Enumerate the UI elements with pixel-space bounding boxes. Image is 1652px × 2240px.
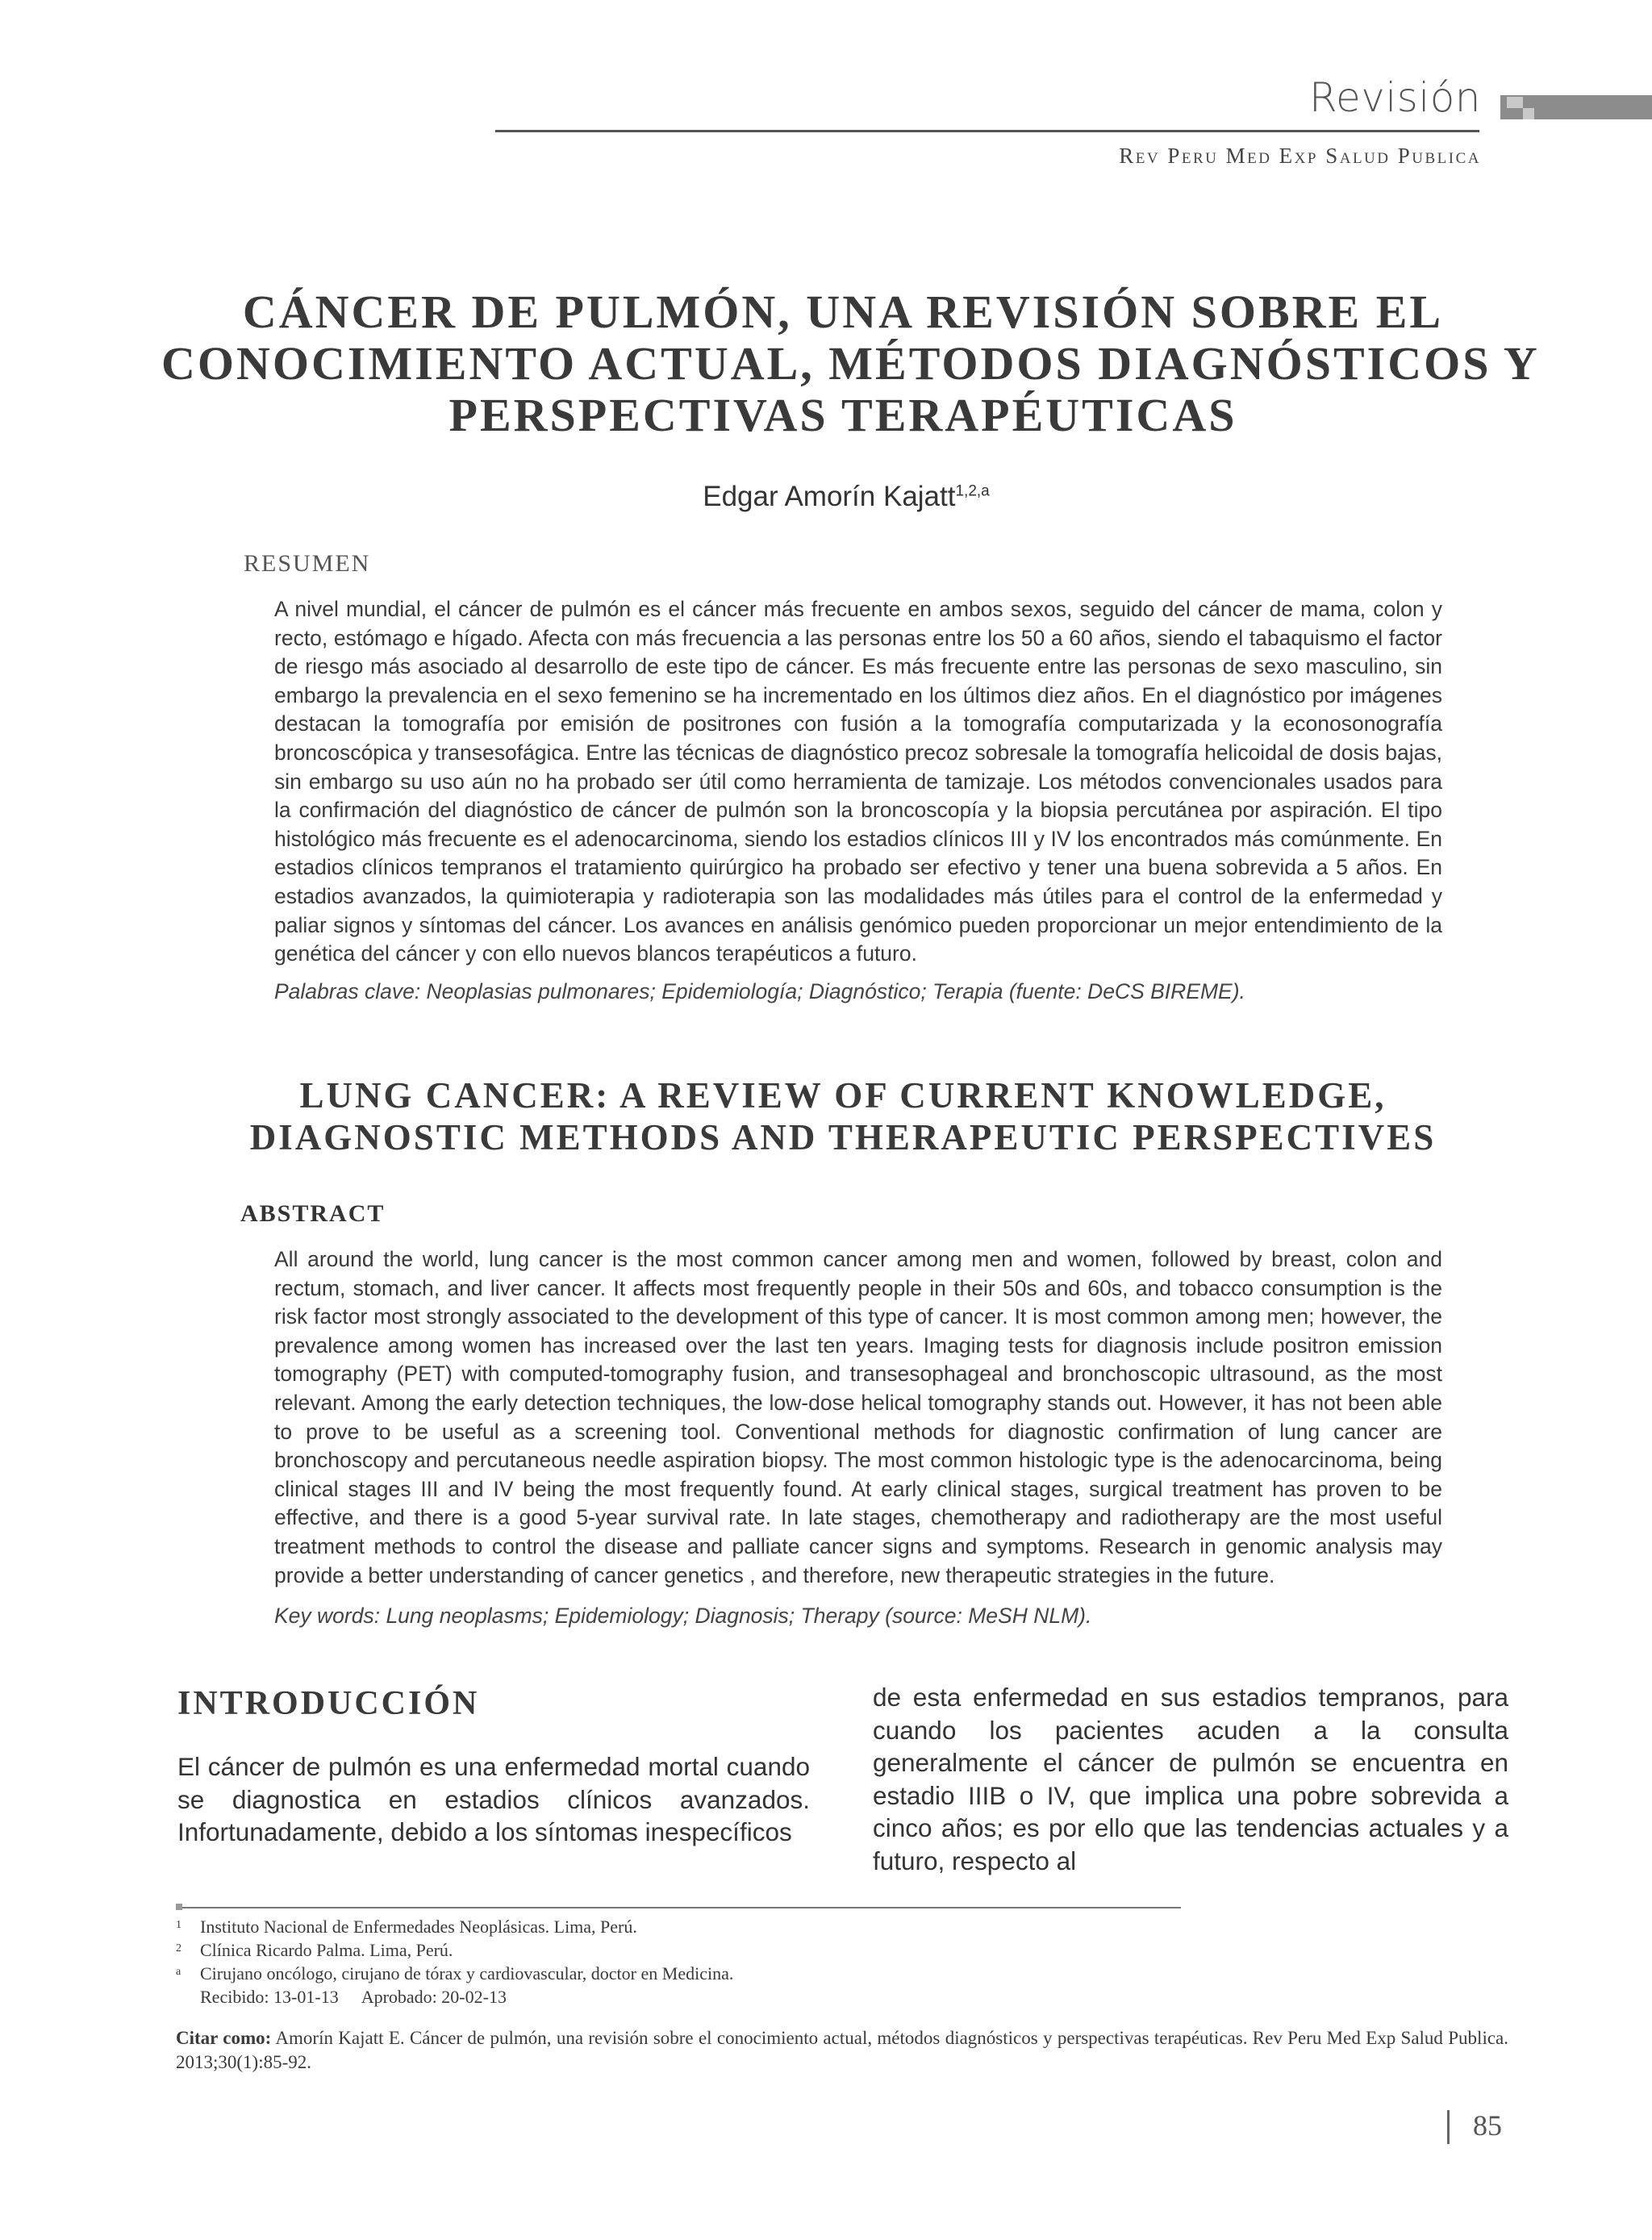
citation xyxy=(176,2026,1508,2075)
received-date: Recibido: 13-01-13 xyxy=(200,1987,339,2007)
footnote-text: Clínica Ricardo Palma. Lima, Perú. xyxy=(200,1940,453,1960)
title-line: LUNG CANCER: A REVIEW OF CURRENT KNOWLEDGE, xyxy=(299,1075,1387,1116)
title-line: DIAGNOSTIC METHODS AND THERAPEUTIC PERSPECTIVES xyxy=(249,1117,1437,1158)
title-line: CÁNCER DE PULMÓN, UNA REVISIÓN SOBRE EL xyxy=(242,286,1444,338)
author-name: Edgar Amorín Kajatt xyxy=(703,481,956,512)
footnote-text: Instituto Nacional de Enfermedades Neoplásicas. Lima, Perú. xyxy=(200,1917,637,1937)
introduction-heading: INTRODUCCIÓN xyxy=(177,1685,480,1722)
resumen-heading: RESUMEN xyxy=(244,550,371,577)
abstract-keywords: Key words: Lung neoplasms; Epidemiology; Diagnosis; Therapy (source: MeSH NLM). xyxy=(274,1604,1092,1628)
approved-date: Aprobado: 20-02-13 xyxy=(361,1987,507,2007)
footnote-rule-marker xyxy=(176,1904,182,1910)
article-dates xyxy=(176,1985,1224,2008)
resumen-keywords: Palabras clave: Neoplasias pulmonares; Epidemiología; Diagnóstico; Terapia (fuente: DeCS BIREME). xyxy=(274,979,1245,1003)
introduction-column-right: de esta enfermedad en sus estadios tempranos, para cuando los pacientes acuden a la consulta generalmente el cáncer de pulmón se encuentra en estadio IIIB o IV, que implica una pobre sobrevida a cinco años; es por ello que las tendencias actuales y a futuro, respecto al xyxy=(873,1683,1508,1875)
author xyxy=(0,481,1652,513)
header-decoration-square xyxy=(1507,97,1523,108)
header-decoration-square xyxy=(1523,108,1534,119)
footnotes xyxy=(176,1915,1224,2008)
footnote-text: Cirujano oncólogo, cirujano de tórax y cardiovascular, doctor en Medicina. xyxy=(200,1963,734,1983)
article-title xyxy=(161,286,1540,441)
citation-text: Amorín Kajatt E. Cáncer de pulmón, una revisión sobre el conocimiento actual, métodos diagnósticos y perspectivas terapéuticas. Rev Peru Med Exp Salud Publica. 2013;30(1):85-92. xyxy=(176,2028,1509,2072)
header-rule xyxy=(495,130,1479,132)
abstract-heading: ABSTRACT xyxy=(240,1200,386,1227)
footnote-mark: 1 xyxy=(176,1919,181,1931)
author-affiliations: 1,2,a xyxy=(955,482,990,500)
abstract-body: All around the world, lung cancer is the most common cancer among men and women, followed by breast, colon and rectum, stomach, and liver cancer. It affects most frequently people in their 50s and 60s, and tobacco consumption is the risk factor most strongly associated to the development of this type of cancer. It is most common among men; however, the prevalence among women has increased over the last ten years. Imaging tests for diagnosis include positron emission tomography (PET) with computed-tomography fusion, and transesophageal and bronchoscopic ultrasound, as the most relevant. Among the early detection techniques, the low-dose helical tomography stands out. However, it has not been able to prove to be useful as a screening tool. Conventional methods for diagnostic confirmation of lung cancer are bronchoscopy and percutaneous needle aspiration biopsy. The most common histologic type is the adenocarcinoma, being clinical stages III and IV being the most frequently found. At early clinical stages, surgical treatment has proven to be effective, and there is a good 5-year survival rate. In late stages, chemotherapy and radiotherapy are the most useful treatment methods to control the disease and palliate cancer signs and symptoms. Research in genomic analysis may provide a better understanding of cancer genetics , and therefore, new therapeutic strategies in the future. xyxy=(274,1247,1442,1587)
section-label: Revisión xyxy=(1309,74,1481,121)
title-line: PERSPECTIVAS TERAPÉUTICAS xyxy=(448,389,1237,441)
footnote-rule xyxy=(176,1907,1181,1908)
introduction-column-left: El cáncer de pulmón es una enfermedad mortal cuando se diagnostica en estadios clínicos avanzados. Infortunadamente, debido a los síntomas inespecíficos xyxy=(177,1752,810,1846)
article-title-english xyxy=(161,1074,1525,1158)
footnote xyxy=(176,1915,1224,1938)
page-number: 85 xyxy=(1473,2109,1502,2142)
citation-label: Citar como: xyxy=(176,2028,272,2048)
footnote xyxy=(176,1938,1224,1962)
footnote xyxy=(176,1962,1224,1985)
footnote-mark: 2 xyxy=(176,1942,181,1954)
title-line: CONOCIMIENTO ACTUAL, MÉTODOS DIAGNÓSTICOS Y xyxy=(161,337,1540,390)
footnote-mark: a xyxy=(176,1966,181,1978)
journal-name: Rev Peru Med Exp Salud Publica xyxy=(1119,144,1481,168)
page-number-rule xyxy=(1447,2110,1450,2144)
resumen-body: A nivel mundial, el cáncer de pulmón es el cáncer más frecuente en ambos sexos, seguido del cáncer de mama, colon y recto, estómago e hígado. Afecta con más frecuencia a las personas entre los 50 a 60 años, siendo el tabaquismo el factor de riesgo más asociado al desarrollo de este tipo de cáncer. Es más frecuente entre las personas de sexo masculino, sin embargo la prevalencia en el sexo femenino se ha incrementado en los últimos diez años. En el diagnóstico por imágenes destacan la tomografía por emisión de positrones con fusión a la tomografía computarizada y la econosonografía broncoscópica y transesofágica. Entre las técnicas de diagnóstico precoz sobresale la tomografía helicoidal de dosis bajas, sin embargo su uso aún no ha probado ser útil como herramienta de tamizaje. Los métodos convencionales usados para la confirmación del diagnóstico de cáncer de pulmón son la broncoscopía y la biopsia percutánea por aspiración. El tipo histológico más frecuente es el adenocarcinoma, siendo los estadios clínicos III y IV los encontrados más comúnmente. En estadios clínicos tempranos el tratamiento quirúrgico ha probado ser efectivo y tener una buena sobrevida a 5 años. En estadios avanzados, la quimioterapia y radioterapia son las modalidades más útiles para el control de la enfermedad y paliar signos y síntomas del cáncer. Los avances en análisis genómico pueden proporcionar un mejor entendimiento de la genética del cáncer y con ello nuevos blancos terapéuticos a futuro. xyxy=(274,597,1442,966)
